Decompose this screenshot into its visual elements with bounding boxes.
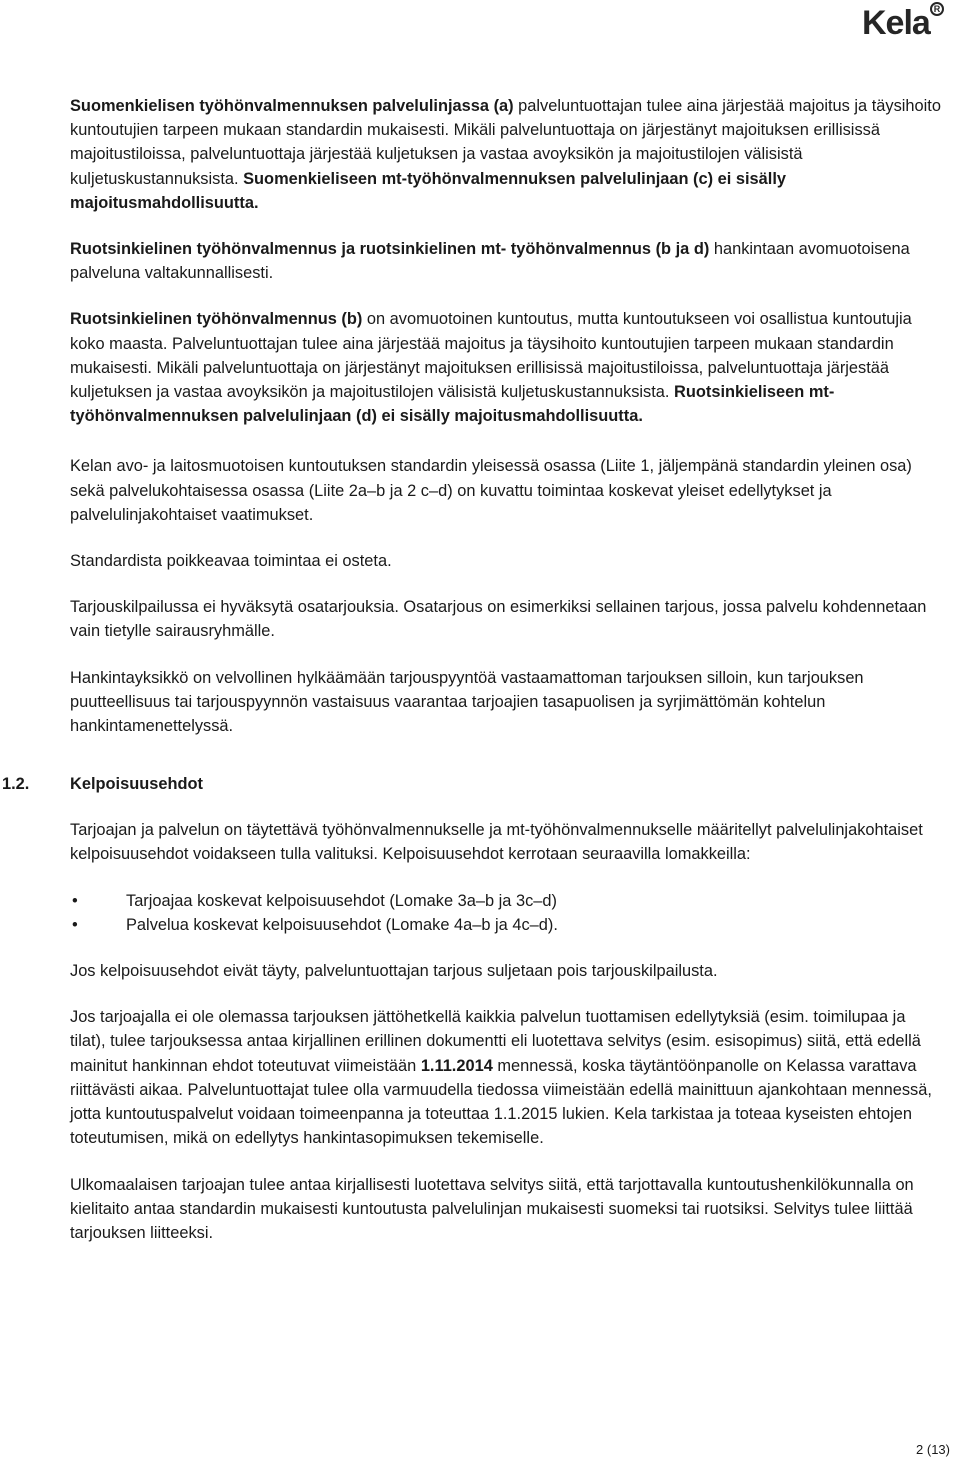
paragraph-swedish-work-coaching	[70, 307, 942, 428]
bold-text: Ruotsinkielinen työhönvalmennus (b)	[70, 310, 363, 329]
paragraph-finnish-service-line	[70, 94, 942, 215]
deadline-date: 1.11.2014	[420, 1056, 493, 1075]
bullet-icon: •	[72, 891, 78, 910]
body-text: on avomuotoinen kuntoutus, mutta kuntoutukseen voi osallistua kuntoutujia koko maasta. Palveluntuottajan tulee aina järjestää majoitus ja täysihoito kuntoutujien tarpeen mukaan standardin mukaisesti. Mikäli palveluntuottaja on järjestänyt majoituksen erillisissä majoitustiloissa, palveluntuottaja järjestää kuljetuksen ja vastaa avoyksikön ja majoitustilojen välisistä kuljetuskustannuksista.	[70, 310, 912, 402]
paragraph-rejection: Hankintayksikkö on velvollinen hylkäämään tarjouspyyntöä vastaamattoman tarjouksen silloin, kun tarjouksen puutteellisuus tai tarjouspyynnön vastaisuus vaarantaa tarjoajien tasapuolisen ja syrjimättömän kohtelun hankintamenettelyssä.	[70, 668, 864, 736]
paragraph-swedish-service-lines	[70, 237, 942, 285]
body-text: Jos tarjoajalla ei ole olemassa tarjouksen jättöhetkellä kaikkia palvelun tuottamisen edellytyksiä (esim. toimilupaa ja tilat), tulee tarjouksessa antaa kirjallinen erillinen dokumentti eli luotettava selvitys (esim. esisopimus) siitä, että edellä mainitut hankinnan ehdot toteutuvat viimeistään	[70, 1008, 921, 1075]
paragraph-standard: Kelan avo- ja laitosmuotoisen kuntoutuksen standardin yleisessä osassa (Liite 1, jäljempänä standardin yleinen osa) sekä palvelukohtaisessa osassa (Liite 2a–b ja 2 c–d) on kuvattu toimintaa koskevat yleiset edellytykset ja palvelulinjakohtaiset vaatimukset.	[70, 457, 912, 524]
document-body	[2, 94, 942, 1267]
list-item	[70, 913, 942, 937]
bullet-icon: •	[72, 915, 78, 934]
body-text: palveluntuottajan tulee aina järjestää majoitus ja täysihoito kuntoutujien tarpeen mukaan standardin mukaisesti. Mikäli palveluntuottaja on järjestänyt majoituksen erillisissä majoitustiloissa, palveluntuottaja järjestää kuljetuksen ja vastaa avoyksikön ja majoitustilojen välisistä kuljetuskustannuksista.	[70, 97, 941, 188]
section-title: Kelpoisuusehdot	[70, 775, 203, 794]
body-text: mennessä, koska täytäntöönpanolle on Kelassa varattava riittävästi aikaa. Palveluntuottajat tulee olla varmuudella tiedossa viimeistään edellä mainittuun ajankohtaan mennessä, jotta kuntoutuspalvelut voidaan toimeenpanna ja toteuttaa 1.1.2015 lukien. Kela tarkistaa ja toteaa kyseisten ehtojen toteutumisen, mikä on edellytys hankintasopimuksen tekemiselle.	[70, 1056, 932, 1148]
page-number: 2 (13)	[916, 1442, 950, 1457]
list-item-text: Tarjoajaa koskevat kelpoisuusehdot (Lomake 3a–b ja 3c–d)	[126, 891, 557, 910]
logo-text: Kela	[862, 4, 930, 42]
kela-logo	[862, 2, 944, 42]
paragraph-excluded: Jos kelpoisuusehdot eivät täyty, palveluntuottajan tarjous suljetaan pois tarjouskilpailusta.	[70, 962, 718, 981]
registered-mark-icon: R	[930, 2, 944, 16]
bold-text: Ruotsinkielinen työhönvalmennus ja ruotsinkielinen mt- työhönvalmennus (b ja d)	[70, 240, 710, 259]
paragraph-partial-offers: Tarjouskilpailussa ei hyväksytä osatarjouksia. Osatarjous on esimerkiksi sellainen tarjous, jossa palvelu kohdennetaan vain tietylle sairausryhmälle.	[70, 598, 927, 641]
eligibility-list	[70, 889, 942, 937]
paragraph-eligibility: Tarjoajan ja palvelun on täytettävä työhönvalmennukselle ja mt-työhönvalmennukselle määritellyt palvelulinjakohtaiset kelpoisuusehdot voidakseen tulla valituksi. Kelpoisuusehdot kerrotaan seuraavilla lomakkeilla:	[70, 821, 923, 864]
bold-text: Ruotsinkieliseen mt-työhönvalmennuksen palvelulinjaan (d) ei sisälly majoitusmahdollisuutta.	[70, 383, 835, 426]
paragraph-foreign-bidder: Ulkomaalaisen tarjoajan tulee antaa kirjallisesti luotettava selvitys siitä, että tarjottavalla kuntoutushenkilökunnalla on kielitaito antaa standardin mukaisesti kuntoutusta palvelulinjan mukaisesti suomeksi tai ruotsiksi. Selvitys tulee liittää tarjouksen liitteeksi.	[70, 1175, 914, 1242]
section-heading	[2, 772, 942, 796]
body-text: hankintaan avomuotoisena palveluna valtakunnallisesti.	[70, 240, 910, 283]
bold-text: Suomenkieliseen mt-työhönvalmennuksen palvelulinjaan (c) ei sisälly majoitusmahdollisuutta.	[70, 169, 786, 212]
paragraph-preconditions	[70, 1005, 942, 1150]
section-number: 1.2.	[2, 775, 30, 794]
list-item	[70, 889, 942, 913]
list-item-text: Palvelua koskevat kelpoisuusehdot (Lomake 4a–b ja 4c–d).	[126, 915, 558, 934]
bold-text: Suomenkielisen työhönvalmennuksen palvelulinjassa (a)	[70, 97, 514, 115]
paragraph-no-deviation: Standardista poikkeavaa toimintaa ei osteta.	[70, 552, 392, 571]
